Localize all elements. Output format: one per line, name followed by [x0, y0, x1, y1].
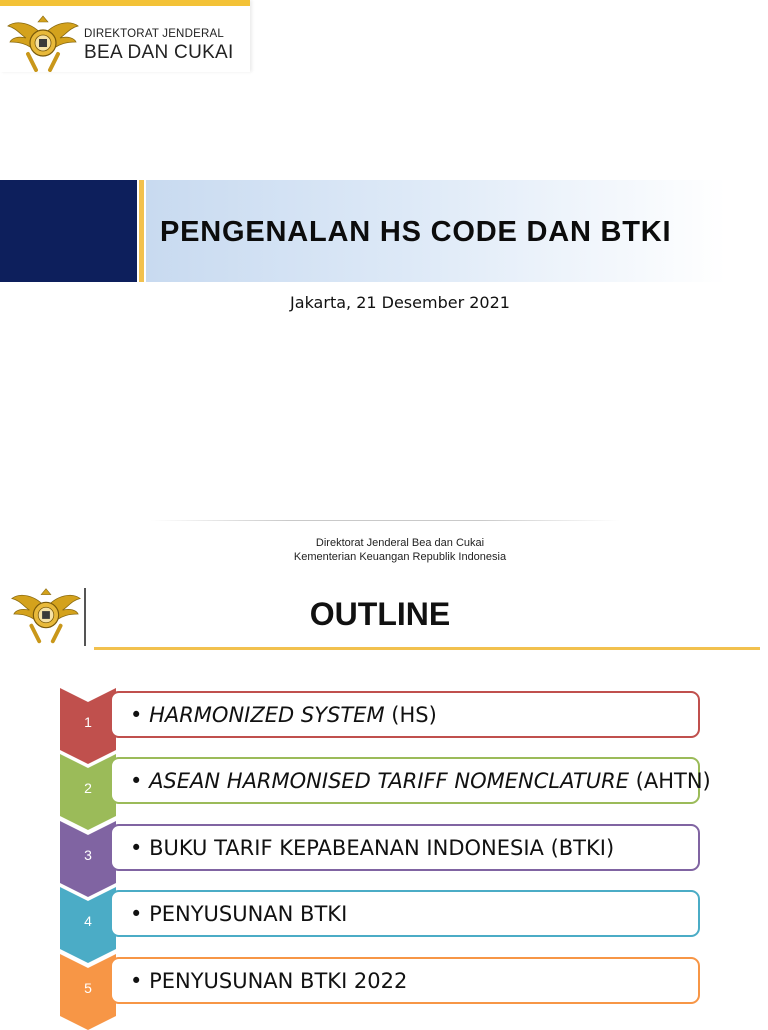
item-plain-text: PENYUSUNAN BTKI [149, 902, 348, 926]
title-accent-navy [0, 180, 137, 282]
bullet-icon: • [130, 969, 150, 993]
item-number: 2 [84, 780, 92, 796]
item-plain-text: PENYUSUNAN BTKI 2022 [149, 969, 408, 993]
outline-item [0, 954, 768, 1016]
header-logo [0, 0, 250, 72]
bullet-icon: • [130, 902, 150, 926]
item-number: 3 [84, 847, 92, 863]
title-accent-gold [139, 180, 144, 282]
outline-card [110, 691, 700, 738]
item-number: 1 [84, 714, 92, 730]
item-plain-text: (HS) [384, 703, 437, 727]
logo-line2: BEA DAN CUKAI [84, 42, 234, 63]
outline-item [0, 887, 768, 949]
item-italic-text: ASEAN HARMONISED TARIFF NOMENCLATURE [149, 769, 629, 793]
logo-line1: DIREKTORAT JENDERAL [84, 28, 224, 40]
outline-item-text [130, 703, 437, 727]
bullet-icon: • [130, 769, 150, 793]
item-number: 4 [84, 913, 92, 929]
item-italic-text: HARMONIZED SYSTEM [149, 703, 385, 727]
outline-item [0, 754, 768, 816]
item-number: 5 [84, 980, 92, 996]
bea-cukai-emblem-icon [6, 14, 80, 72]
outline-title: OUTLINE [309, 596, 451, 632]
outline-item-text [130, 902, 347, 926]
outline-card [110, 824, 700, 871]
outline-item [0, 688, 768, 750]
footer-line1: Direktorat Jenderal Bea dan Cukai [315, 537, 485, 549]
title-band [0, 180, 768, 282]
outline-card [110, 757, 711, 804]
outline-item-text [130, 969, 407, 993]
bullet-icon: • [130, 703, 150, 727]
outline-item-text [130, 836, 614, 860]
slide-title: PENGENALAN HS CODE DAN BTKI [160, 216, 672, 248]
item-plain-text: (AHTN) [629, 769, 711, 793]
footer-line2: Kementerian Keuangan Republik Indonesia [293, 551, 507, 563]
title-underline [94, 647, 760, 650]
outline-slide [0, 580, 768, 1024]
bullet-icon: • [130, 836, 150, 860]
footer-divider [150, 520, 620, 521]
outline-card [110, 890, 700, 937]
outline-item [0, 821, 768, 883]
slide-date: Jakarta, 21 Desember 2021 [290, 293, 510, 312]
outline-item-text [130, 769, 711, 793]
item-plain-text: BUKU TARIF KEPABEANAN INDONESIA (BTKI) [149, 836, 615, 860]
outline-card [110, 957, 700, 1004]
